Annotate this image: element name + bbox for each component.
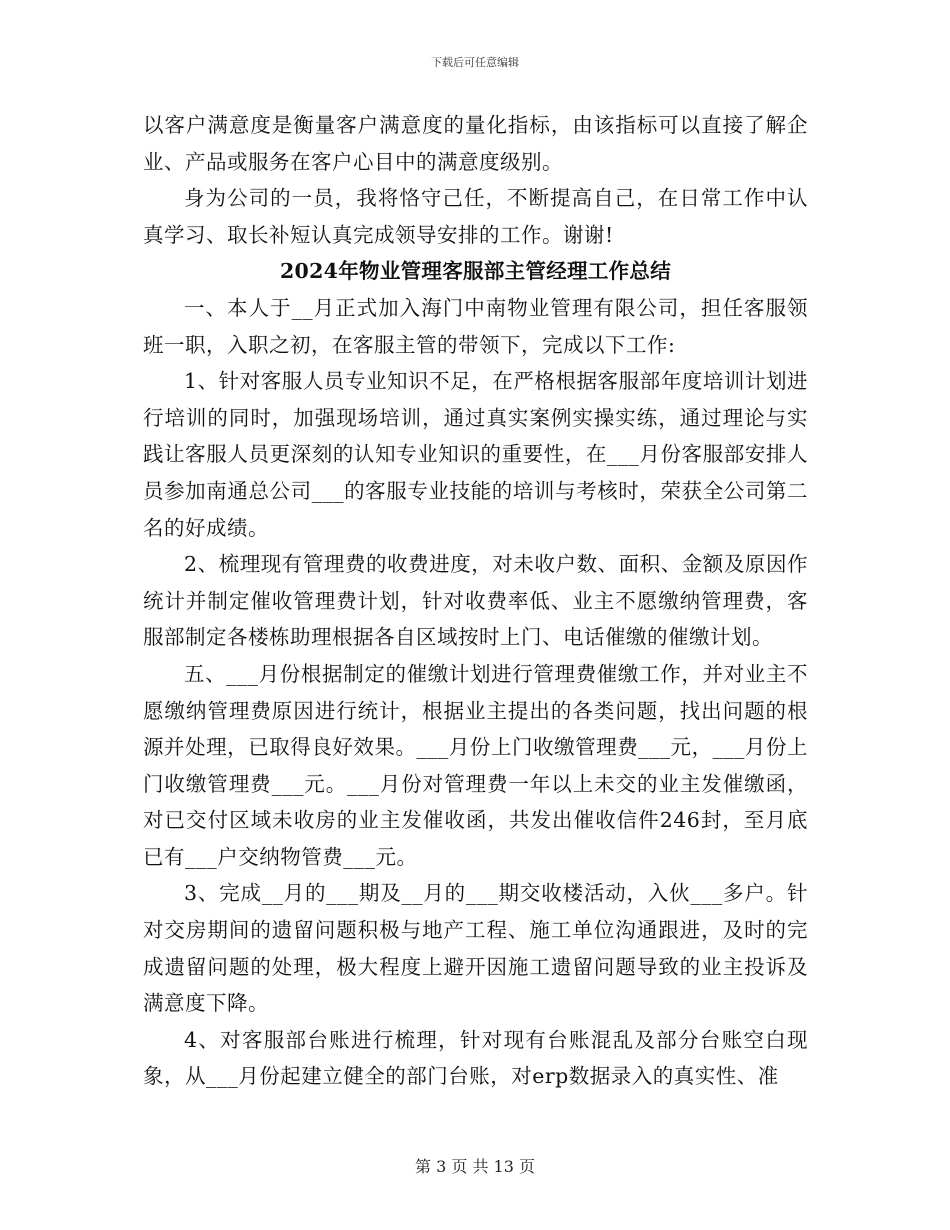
- paragraph-continuation: 以客户满意度是衡量客户满意度的量化指标，由该指标可以直接了解企业、产品或服务在客户心目中的满意度级别。: [143, 113, 808, 174]
- document-body: [143, 107, 808, 1095]
- page-header-note: 下载后可任意编辑: [431, 56, 519, 69]
- paragraph: 4、对客服部台账进行梳理，针对现有台账混乱及部分台账空白现象，从___月份起建立健全的部门台账，对erp数据录入的真实性、准: [143, 1027, 808, 1089]
- paragraph: 1、针对客服人员专业知识不足，在严格根据客服部年度培训计划进行培训的同时，加强现场培训，通过真实案例实操实练，通过理论与实践让客服人员更深刻的认知专业知识的重要性，在___月份客服部安排人员参加南通总公司___的客服专业技能的培训与考核时，荣获全公司第二名的好成绩。: [143, 369, 808, 540]
- paragraph: 五、___月份根据制定的催缴计划进行管理费催缴工作，并对业主不愿缴纳管理费原因进行统计，根据业主提出的各类问题，找出问题的根源并处理，已取得良好效果。___月份上门收缴管理费___元，___月份上门收缴管理费___元。___月份对管理费一年以上未交的业主发催缴函，对已交付区域未收房的业主发催收函，共发出催收信件246封，至月底已有___户交纳物管费___元。: [143, 661, 808, 869]
- paragraph: 一、本人于__月正式加入海门中南物业管理有限公司，担任客服领班一职，入职之初，在客服主管的带领下，完成以下工作:: [143, 295, 808, 357]
- paragraph: 2、梳理现有管理费的收费进度，对未收户数、面积、金额及原因作统计并制定催收管理费计划，针对收费率低、业主不愿缴纳管理费，客服部制定各楼栋助理根据各自区域按时上门、电话催缴的催缴计划。: [143, 552, 808, 650]
- section-title: 2024年物业管理客服部主管经理工作总结: [279, 259, 672, 284]
- paragraph: 3、完成__月的___期及__月的___期交收楼活动，入伙___多户。针对交房期间的遗留问题积极与地产工程、施工单位沟通跟进，及时的完成遗留问题的处理，极大程度上避开因施工遗留问题导致的业主投诉及满意度下降。: [143, 881, 808, 1016]
- paragraph-closing: 身为公司的一员，我将恪守己任，不断提高自己，在日常工作中认真学习、取长补短认真完成领导安排的工作。谢谢!: [143, 186, 808, 247]
- page-number: 第 3 页 共 13 页: [415, 1157, 535, 1176]
